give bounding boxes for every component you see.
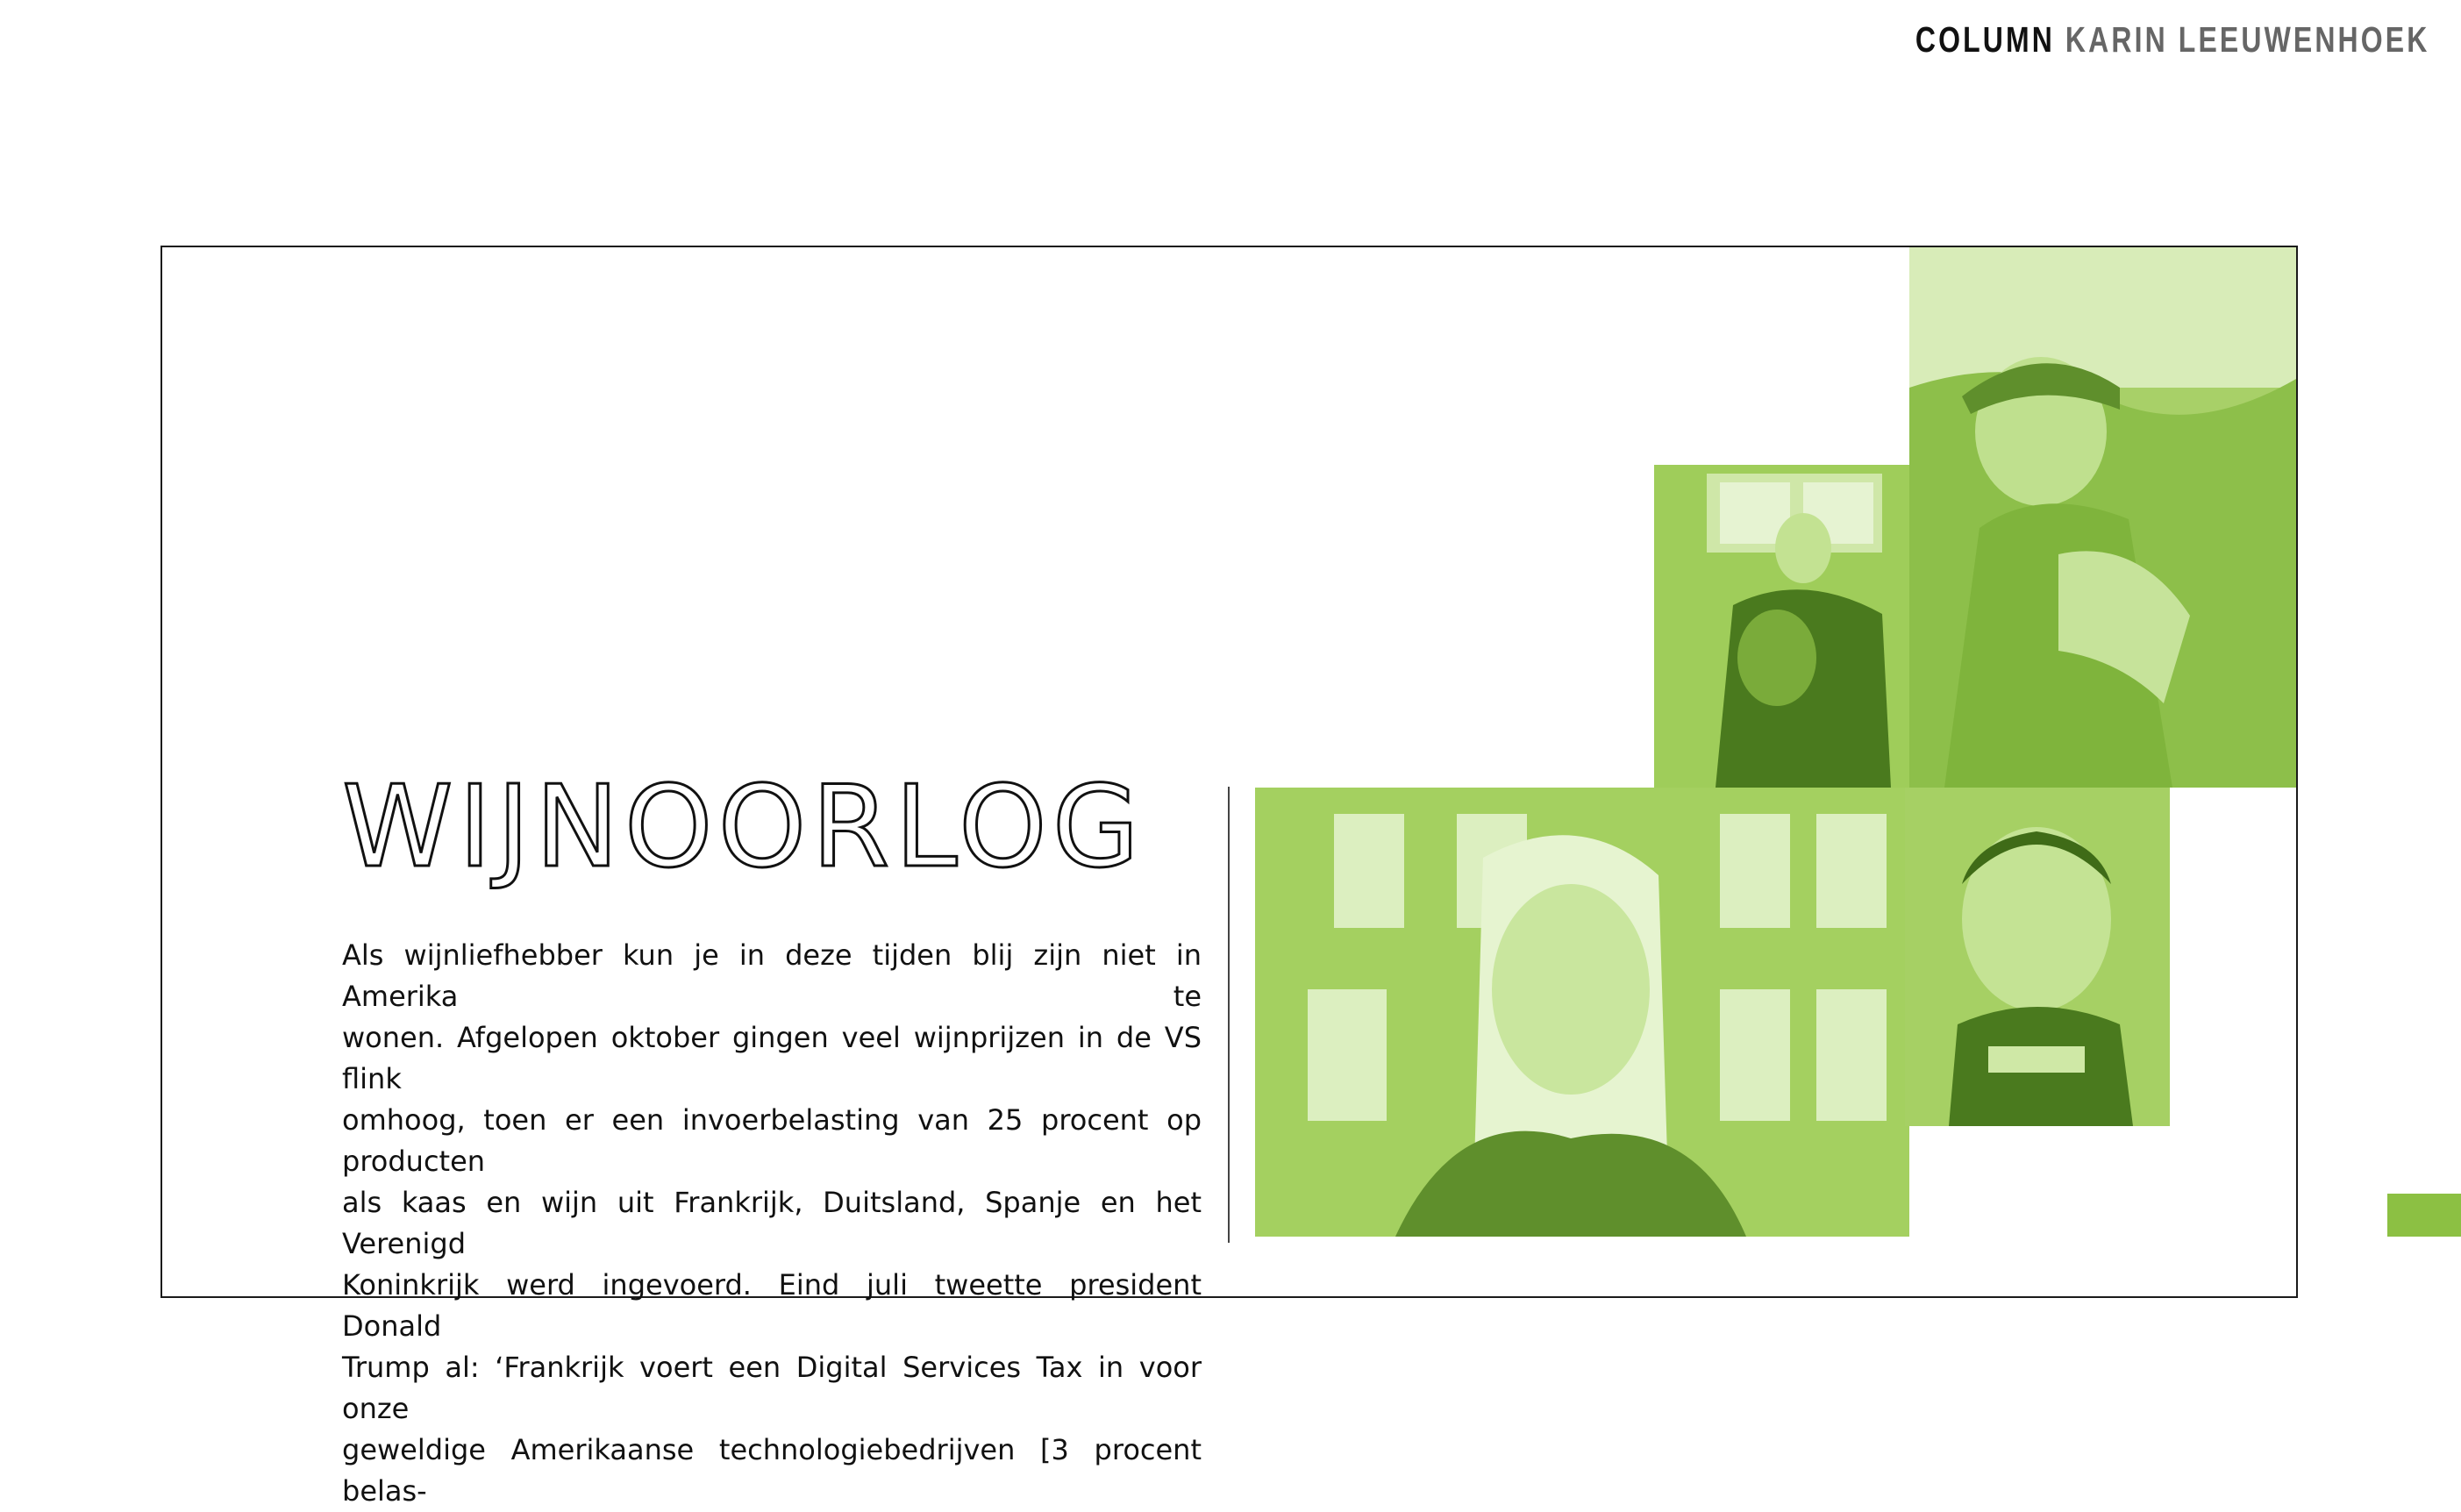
photo-woman-cap: [1909, 247, 2296, 788]
article-title: [342, 762, 1145, 893]
column-divider: [1228, 787, 1230, 1243]
body-line: wonen. Afgelopen oktober gingen veel wijnprijzen in de VS flink: [342, 1021, 1202, 1095]
body-line: geweldige Amerikaanse technologiebedrijven [3 procent belas-: [342, 1433, 1202, 1508]
article-title-text: WIJNOORLOG: [342, 762, 1145, 893]
article-body: [342, 935, 1202, 1512]
header-author-name: KARIN LEEUWENHOEK: [2065, 19, 2430, 60]
body-line: omhoog, toen er een invoerbelasting van 25 procent op producten: [342, 1103, 1202, 1178]
accent-corner-block: [2387, 1194, 2461, 1237]
body-line: Als wijnliefhebber kun je in deze tijden blij zijn niet in Amerika te: [342, 938, 1202, 1013]
photo-baby-portrait: [1905, 788, 2170, 1126]
photo-woman-portrait: [1255, 788, 1909, 1237]
header-section-label: COLUMN: [1915, 19, 2055, 60]
body-line: als kaas en wijn uit Frankrijk, Duitsland, Spanje en het Verenigd: [342, 1186, 1202, 1260]
photo-woman-chicken: [1654, 465, 1909, 788]
page-header: [1915, 19, 2430, 61]
body-line: Koninkrijk werd ingevoerd. Eind juli tweette president Donald: [342, 1268, 1202, 1343]
body-line: Trump al: ‘Frankrijk voert een Digital Services Tax in voor onze: [342, 1351, 1202, 1425]
